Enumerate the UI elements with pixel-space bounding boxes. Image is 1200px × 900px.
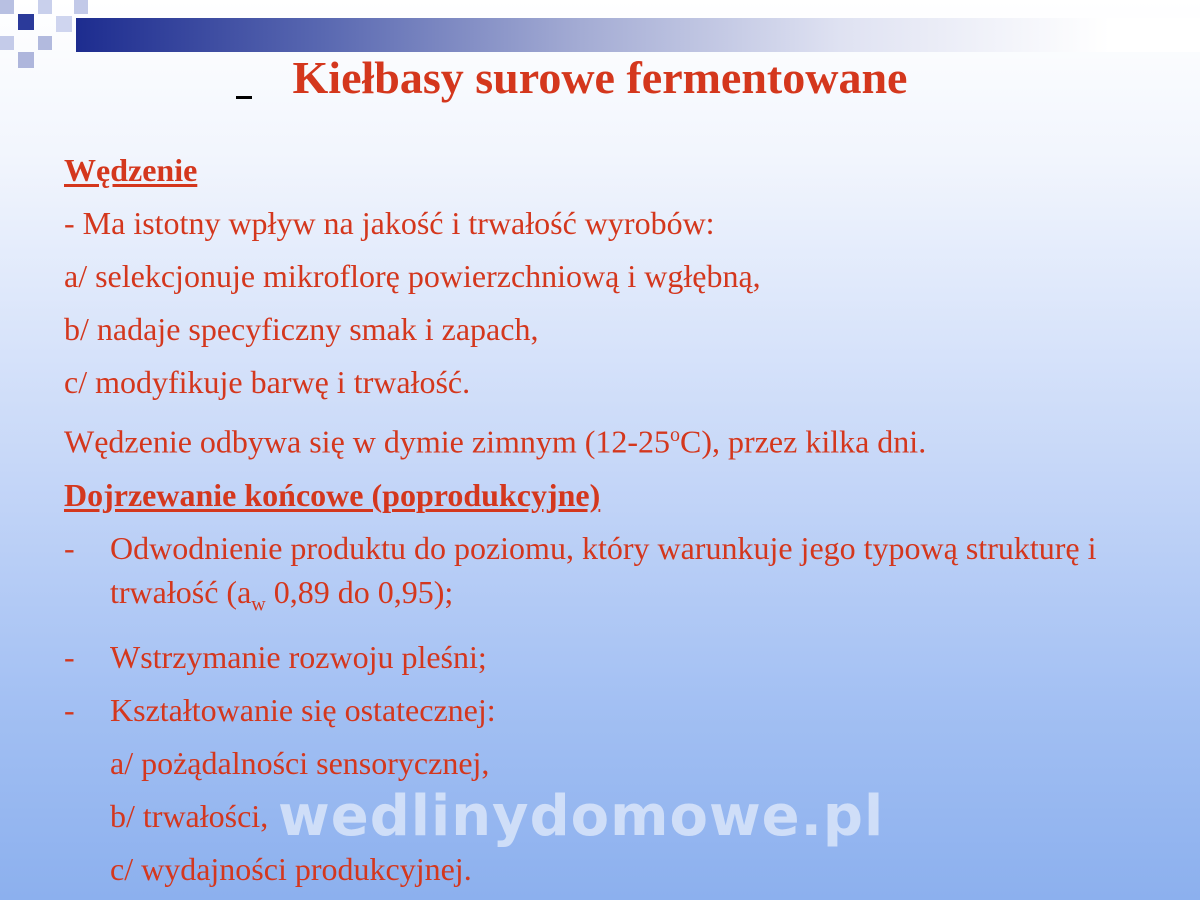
decor-square bbox=[0, 36, 14, 50]
decor-square bbox=[38, 36, 52, 50]
sub-list-item: a/ pożądalności sensorycznej, bbox=[110, 745, 490, 782]
sub-list-item: b/ trwałości, bbox=[110, 798, 269, 835]
sub-list-item: c/ wydajności produkcyjnej. bbox=[110, 851, 472, 888]
section-heading-ripening: Dojrzewanie końcowe (poprodukcyjne) bbox=[64, 476, 601, 513]
smoking-note-text-end: C), przez kilka dni. bbox=[680, 423, 927, 460]
decor-square bbox=[38, 0, 52, 14]
slide-title: Kiełbasy surowe fermentowane bbox=[292, 52, 908, 103]
list-item: c/ modyfikuje barwę i trwałość. bbox=[64, 364, 471, 400]
bullet-text bbox=[110, 526, 1184, 626]
subscript-w: w bbox=[251, 593, 266, 616]
decor-square bbox=[18, 14, 34, 30]
bullet-text: Kształtowanie się ostatecznej: bbox=[110, 692, 496, 729]
smoking-note-text: Wędzenie odbywa się w dymie zimnym (12-25 bbox=[64, 423, 671, 460]
bullet-dash: - bbox=[64, 529, 75, 566]
bullet-text-part: Odwodnienie produktu do poziomu, który warunkuje jego typową strukturę i trwałość (a bbox=[110, 529, 1097, 610]
bullet-item bbox=[64, 684, 1184, 737]
title-cursor-mark bbox=[236, 96, 252, 99]
list-item: a/ selekcjonuje mikroflorę powierzchniową i wgłębną, bbox=[64, 258, 761, 294]
decor-square bbox=[56, 16, 72, 32]
bullet-item bbox=[64, 631, 1184, 684]
header-gradient-bar bbox=[76, 18, 1200, 52]
bullet-dash: - bbox=[64, 692, 75, 729]
smoking-note bbox=[64, 409, 1184, 469]
bullet-dash: - bbox=[64, 639, 75, 676]
section-heading-smoking: Wędzenie bbox=[64, 152, 198, 188]
superscript-o: o bbox=[670, 424, 681, 446]
list-item: b/ nadaje specyficzny smak i zapach, bbox=[64, 311, 539, 347]
watermark: wedlinydomowe.pl bbox=[278, 784, 885, 849]
bullet-text-part: 0,89 do 0,95); bbox=[265, 573, 454, 610]
decor-square bbox=[0, 0, 14, 14]
bullet-item bbox=[64, 526, 1184, 626]
bullet-text: Wstrzymanie rozwoju pleśni; bbox=[110, 639, 487, 676]
decor-square bbox=[74, 0, 88, 14]
section-intro: - Ma istotny wpływ na jakość i trwałość wyrobów: bbox=[64, 205, 715, 241]
